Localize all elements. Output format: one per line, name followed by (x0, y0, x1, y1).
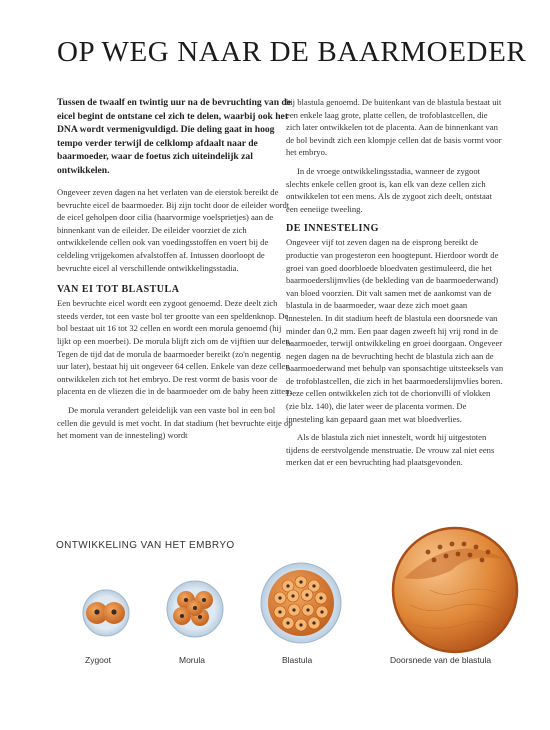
embryo-illustration (0, 520, 550, 660)
lead-paragraph: Tussen de twaalf en twintig uur na de bevruchting van de eicel begint de ontstane cel zich te delen, waarbij ook het DNA wordt vermenigvuldigd. Die deling gaat in hoog tempo verder terwijl de celklomp afdaalt naar de baarmoeder, waar de foetus zich uiteindelijk zal ontwikkelen. (57, 97, 292, 176)
left-column (57, 96, 293, 450)
morula-illustration (167, 581, 223, 637)
label-doorsnede: Doorsnede van de blastula (390, 655, 492, 665)
right-column (286, 96, 504, 477)
body-paragraph: De morula verandert geleidelijk van een vaste bol in een bol cellen die gevuld is met vocht. In dat stadium (het bevruchte eitje op het moment van de innesteling) wordt (57, 404, 293, 441)
page-title: OP WEG NAAR DE BAARMOEDER (57, 36, 527, 68)
body-paragraph: Als de blastula zich niet innestelt, wordt hij uitgestoten tijdens de eerstvolgende menstruatie. De vrouw zal niet eens merken dat er een bevruchting had plaatsgevonden. (286, 432, 495, 468)
label-zygoot: Zygoot (85, 655, 111, 665)
section-heading-blastula: VAN EI TOT BLASTULA (57, 284, 180, 296)
illustration-caption: ONTWIKKELING VAN HET EMBRYO (56, 540, 235, 551)
label-blastula: Blastula (282, 655, 313, 665)
blastula-illustration (261, 563, 341, 643)
zygote-illustration (83, 590, 129, 636)
body-paragraph: Ongeveer vijf tot zeven dagen na de eisprong bereikt de productie van progesteron een hoogtepunt. Hierdoor wordt de groei van goed doorbloede bloedvaten gestimuleerd, die het baarmoederslijmvlies (de bekleding van de baarmoederwand) van bloed voorzien. Dit valt samen met de aankomst van de blastula in de baarmoeder, waar deze zich moet gaan innestelen. In dit stadium heeft de blastula een doorsnede van minder dan 0,2 mm. Een paar dagen zweeft hij vrij rond in de baarmoeder, terwijl ontwikkeling en groei doorgaan. Ongeveer negen dagen na de bevruchting hecht de blastula zich aan de baarmoederwand met behulp van sponsachtige uitsteeksels van de trofoblastcellen, die zich in het baarmoederslijmvlies boren. Deze cellen ontwikkelen zich tot de chorionvilli of vlokken (zie blz. 140), die later weer de placenta vormen. De innesteling kan gepaard gaan met wat bloedverlies. (286, 237, 504, 424)
section-heading-innesteling: DE INNESTELING (286, 223, 379, 235)
body-paragraph: hij blastula genoemd. De buitenkant van de blastula bestaat uit een enkele laag grote, platte cellen, de trofoblastcellen, die zich later ontwikkelen tot de placenta. Aan de binnenkant van de bol bevindt zich een klompje cellen dat de basis vormt voor het embryo. (286, 97, 502, 158)
intro-paragraph: Ongeveer zeven dagen na het verlaten van de eierstok bereikt de bevruchte eicel de baarmoeder. Bij zijn tocht door de eileider wordt de eicel geholpen door cilia (haarvormige voelsprietjes) aan de binnenkant van de eileider. De eileider voorziet de zich ontwikkelende cellen ook van voedingsstoffen en voert bij de celdeling vrijgekomen afvalstoffen af. Intussen doorloopt de bevruchte eicel al verschillende ontwikkelingsstadia. (57, 187, 290, 273)
label-morula: Morula (179, 655, 205, 665)
blastula-cross-section-illustration (393, 528, 517, 652)
body-paragraph: Een bevruchte eicel wordt een zygoot genoemd. Deze deelt zich steeds verder, tot een vaste bol ter grootte van een speldenknop. De bol bestaat uit 16 tot 32 cellen en wordt een morula genoemd (hij lijkt op een moerbei). De morula blijft zich om de vijftien uur delen. Tegen de tijd dat de morula de baarmoeder bereikt (zo'n negentig uur later), bestaat hij uit ongeveer 64 cellen. Enkele van deze cellen ontwikkelen zich tot het embryo. De rest vormt de basis voor de placenta en de vliezen die in de baarmoeder om de baby heen zitten. (57, 298, 292, 397)
body-paragraph: In de vroege ontwikkelingsstadia, wanneer de zygoot slechts enkele cellen groot is, kan elk van deze cellen zich ontwikkelen tot een mens. Als de zygoot zich deelt, ontstaat een eeneiige tweeling. (286, 165, 492, 214)
